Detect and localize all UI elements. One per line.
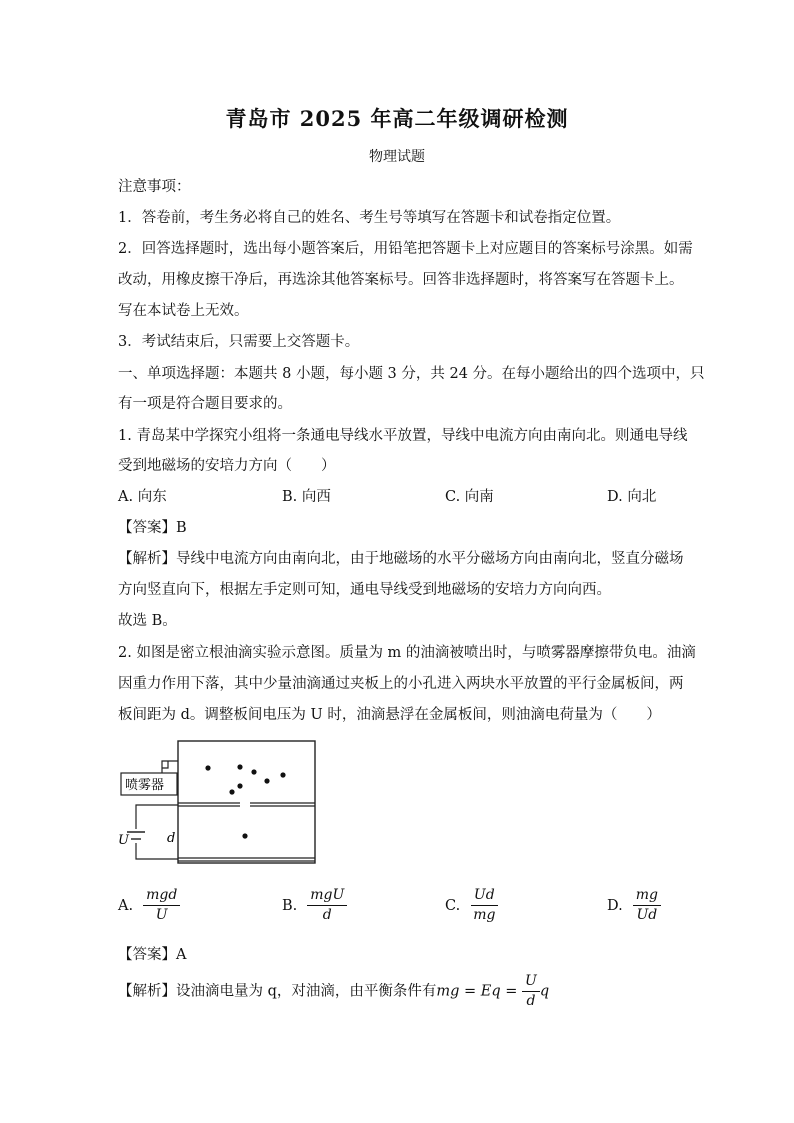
question-1-line-1: 1. 青岛某中学探究小组将一条通电导线水平放置，导线中电流方向由南向北。则通电导线 [118, 428, 688, 444]
question-2-line-2: 因重力作用下落，其中少量油滴通过夹板上的小孔进入两块水平放置的平行金属板间，两 [118, 676, 684, 692]
option-fraction [307, 887, 347, 924]
question-2-analysis [118, 973, 549, 1010]
chamber-outline [178, 741, 315, 863]
fraction-denominator: mg [473, 907, 496, 923]
option-letter: B. [282, 897, 298, 914]
oil-drop [237, 783, 242, 788]
voltage-label: U [118, 833, 129, 848]
oil-drop [229, 789, 234, 794]
analysis-fraction [522, 973, 540, 1010]
option-letter: C. [445, 897, 461, 914]
oil-drop [251, 769, 256, 774]
fraction-denominator: U [155, 907, 168, 923]
question-2-option-b[interactable] [282, 887, 347, 924]
option-fraction [633, 887, 661, 924]
fraction-denominator: d [322, 907, 332, 923]
notice-item-2-line-2: 改动，用橡皮擦干净后，再选涂其他答案标号。回答非选择题时，将答案写在答题卡上。 [118, 272, 684, 288]
question-2-option-d[interactable] [607, 887, 661, 924]
question-2-option-c[interactable] [445, 887, 498, 924]
analysis-equation-left: mg = Eq = [436, 983, 523, 1000]
fraction-denominator: d [526, 993, 536, 1009]
millikan-oil-drop-diagram [110, 735, 330, 870]
oil-drop [242, 833, 247, 838]
question-2-line-3: 板间距为 d。调整板间电压为 U 时，油滴悬浮在金属板间，则油滴电荷量为（ ） [118, 707, 661, 723]
section-1-heading-line-1: 一、单项选择题：本题共 8 小题，每小题 3 分，共 24 分。在每小题给出的四个选项中，只 [118, 366, 705, 382]
page-title: 青岛市 2025 年高二年级调研检测 [225, 106, 569, 131]
fraction-numerator: mgU [307, 887, 347, 906]
fraction-denominator: Ud [636, 907, 658, 923]
notice-item-2-line-1: 2．回答选择题时，选出每小题答案后，用铅笔把答题卡上对应题目的答案标号涂黑。如需 [118, 241, 693, 257]
sprayer-nozzle [162, 761, 178, 773]
question-2-option-a[interactable] [118, 887, 180, 924]
notice-item-3: 3．考试结束后，只需要上交答题卡。 [118, 334, 360, 350]
question-1-analysis-line-1: 【解析】导线中电流方向由南向北，由于地磁场的水平分磁场方向由南向北，竖直分磁场 [118, 551, 684, 567]
question-1-analysis-line-2: 方向竖直向下，根据左手定则可知，通电导线受到地磁场的安培力方向向西。 [118, 582, 611, 598]
question-1-line-2: 受到地磁场的安培力方向（ ） [118, 458, 336, 474]
oil-drop [205, 765, 210, 770]
question-2-line-1: 2. 如图是密立根油滴实验示意图。质量为 m 的油滴被喷出时，与喷雾器摩擦带负电。油滴 [118, 645, 696, 661]
option-fraction [143, 887, 180, 924]
question-1-option-c[interactable]: C. 向南 [445, 489, 494, 505]
circuit-wire [136, 805, 178, 829]
fraction-numerator: U [522, 973, 540, 992]
question-1-conclusion: 故选 B。 [118, 613, 177, 629]
question-1-option-b[interactable]: B. 向西 [282, 489, 331, 505]
notice-item-2-line-3: 写在本试卷上无效。 [118, 303, 249, 319]
notice-heading: 注意事项： [118, 179, 191, 195]
section-1-heading-line-2: 有一项是符合题目要求的。 [118, 396, 292, 412]
oil-drop [280, 772, 285, 777]
fraction-numerator: mgd [143, 887, 180, 906]
distance-label: d [167, 831, 176, 846]
fraction-numerator: mg [633, 887, 661, 906]
notice-item-1: 1．答卷前，考生务必将自己的姓名、考生号等填写在答题卡和试卷指定位置。 [118, 210, 621, 226]
oil-drop [237, 764, 242, 769]
sprayer-label: 喷雾器 [125, 778, 165, 793]
analysis-equation-right: q [539, 983, 550, 1000]
option-letter: A. [118, 897, 134, 914]
analysis-text: 【解析】设油滴电量为 q，对油滴，由平衡条件有 [118, 983, 437, 1000]
option-letter: D. [607, 897, 623, 914]
page-subtitle: 物理试题 [369, 149, 425, 165]
question-1-option-d[interactable]: D. 向北 [607, 489, 657, 505]
oil-drop [264, 778, 269, 783]
question-1-option-a[interactable]: A. 向东 [118, 489, 167, 505]
question-2-answer: 【答案】A [118, 947, 187, 963]
option-fraction [470, 887, 498, 924]
fraction-numerator: Ud [471, 887, 498, 906]
question-1-answer: 【答案】B [118, 520, 187, 536]
